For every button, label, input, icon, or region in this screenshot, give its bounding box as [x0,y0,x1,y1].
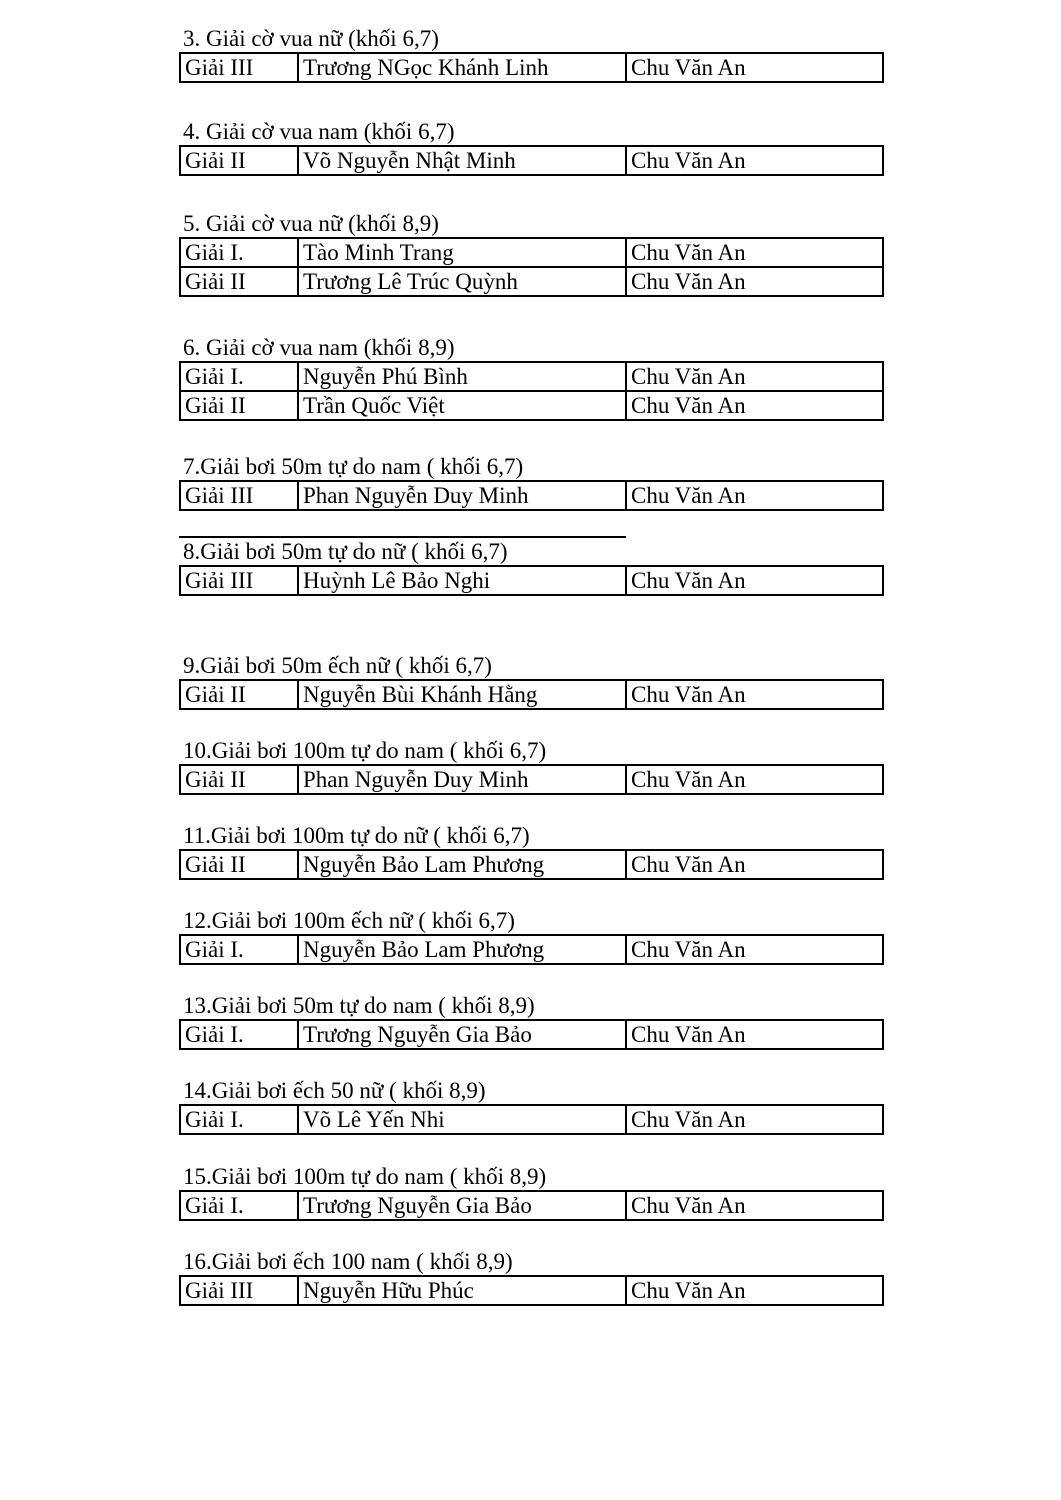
section-16 [179,1249,882,1306]
school-cell: Chu Văn An [626,146,883,175]
award-cell: Giải III [180,1276,298,1305]
award-cell: Giải I. [180,1105,298,1134]
school-cell: Chu Văn An [626,1105,883,1134]
section-13 [179,993,882,1050]
award-cell: Giải III [180,481,298,510]
award-cell: Giải II [180,680,298,709]
section-title: 6. Giải cờ vua nam (khối 8,9) [183,335,455,360]
award-cell: Giải I. [180,1191,298,1220]
section-title: 12.Giải bơi 100m ếch nữ ( khối 6,7) [183,908,515,933]
award-cell: Giải I. [180,1020,298,1049]
school-cell: Chu Văn An [626,362,883,391]
table-row [180,566,883,595]
student-name-cell: Nguyễn Phú Bình [298,362,626,391]
school-cell: Chu Văn An [626,765,883,794]
school-cell: Chu Văn An [626,1020,883,1049]
section-6 [179,335,882,421]
results-table [179,480,884,511]
award-cell: Giải II [180,850,298,879]
award-cell: Giải I. [180,238,298,267]
award-cell: Giải I. [180,362,298,391]
results-table [179,849,884,880]
award-cell: Giải II [180,267,298,296]
table-row [180,1191,883,1220]
results-table [179,1275,884,1306]
student-name-cell: Nguyễn Bùi Khánh Hằng [298,680,626,709]
section-15 [179,1164,882,1221]
results-table [179,52,884,83]
award-cell: Giải II [180,391,298,420]
school-cell: Chu Văn An [626,850,883,879]
table-row [180,1020,883,1049]
school-cell: Chu Văn An [626,481,883,510]
school-cell: Chu Văn An [626,1191,883,1220]
section-14 [179,1078,882,1135]
section-title: 4. Giải cờ vua nam (khối 6,7) [183,119,455,144]
table-row [180,362,883,391]
section-11 [179,823,882,880]
school-cell: Chu Văn An [626,53,883,82]
student-name-cell: Nguyễn Hữu Phúc [298,1276,626,1305]
results-table [179,1190,884,1221]
section-12 [179,908,882,965]
award-cell: Giải III [180,53,298,82]
student-name-cell: Trương NGọc Khánh Linh [298,53,626,82]
school-cell: Chu Văn An [626,680,883,709]
table-row [180,238,883,267]
section-9 [179,653,882,710]
student-name-cell: Trần Quốc Việt [298,391,626,420]
student-name-cell: Tào Minh Trang [298,238,626,267]
results-table [179,764,884,795]
section-title: 7.Giải bơi 50m tự do nam ( khối 6,7) [183,454,524,479]
section-title: 15.Giải bơi 100m tự do nam ( khối 8,9) [183,1164,547,1189]
results-table [179,1104,884,1135]
table-row [180,391,883,420]
student-name-cell: Phan Nguyễn Duy Minh [298,765,626,794]
section-title: 9.Giải bơi 50m ếch nữ ( khối 6,7) [183,653,492,678]
student-name-cell: Nguyễn Bảo Lam Phương [298,850,626,879]
student-name-cell: Phan Nguyễn Duy Minh [298,481,626,510]
school-cell: Chu Văn An [626,238,883,267]
table-row [180,481,883,510]
student-name-cell: Võ Nguyễn Nhật Minh [298,146,626,175]
table-row [180,680,883,709]
student-name-cell: Trương Nguyễn Gia Bảo [298,1191,626,1220]
section-title: 14.Giải bơi ếch 50 nữ ( khối 8,9) [183,1078,486,1103]
student-name-cell: Nguyễn Bảo Lam Phương [298,935,626,964]
student-name-cell: Huỳnh Lê Bảo Nghi [298,566,626,595]
section-10 [179,738,882,795]
table-row [180,765,883,794]
school-cell: Chu Văn An [626,1276,883,1305]
section-title: 8.Giải bơi 50m tự do nữ ( khối 6,7) [183,539,508,564]
section-8 [179,539,882,596]
student-name-cell: Võ Lê Yến Nhi [298,1105,626,1134]
table-row [180,1276,883,1305]
section-title: 16.Giải bơi ếch 100 nam ( khối 8,9) [183,1249,513,1274]
results-table [179,565,884,596]
section-7 [179,454,882,511]
section-title: 10.Giải bơi 100m tự do nam ( khối 6,7) [183,738,547,763]
table-row [180,267,883,296]
section-title: 5. Giải cờ vua nữ (khối 8,9) [183,211,439,236]
section-4 [179,119,882,176]
school-cell: Chu Văn An [626,267,883,296]
school-cell: Chu Văn An [626,566,883,595]
award-cell: Giải II [180,765,298,794]
results-table [179,934,884,965]
results-table [179,679,884,710]
award-cell: Giải III [180,566,298,595]
section-title: 3. Giải cờ vua nữ (khối 6,7) [183,26,439,51]
section-title: 13.Giải bơi 50m tự do nam ( khối 8,9) [183,993,535,1018]
award-cell: Giải II [180,146,298,175]
school-cell: Chu Văn An [626,391,883,420]
table-row [180,850,883,879]
table-row [180,1105,883,1134]
award-cell: Giải I. [180,935,298,964]
section-title: 11.Giải bơi 100m tự do nữ ( khối 6,7) [183,823,530,848]
student-name-cell: Trương Nguyễn Gia Bảo [298,1020,626,1049]
table-row [180,146,883,175]
section-5 [179,211,882,297]
results-table [179,1019,884,1050]
table-row [180,53,883,82]
horizontal-divider [179,536,626,538]
results-table [179,361,884,421]
results-table [179,145,884,176]
results-table [179,237,884,297]
student-name-cell: Trương Lê Trúc Quỳnh [298,267,626,296]
school-cell: Chu Văn An [626,935,883,964]
table-row [180,935,883,964]
section-3 [179,26,882,83]
